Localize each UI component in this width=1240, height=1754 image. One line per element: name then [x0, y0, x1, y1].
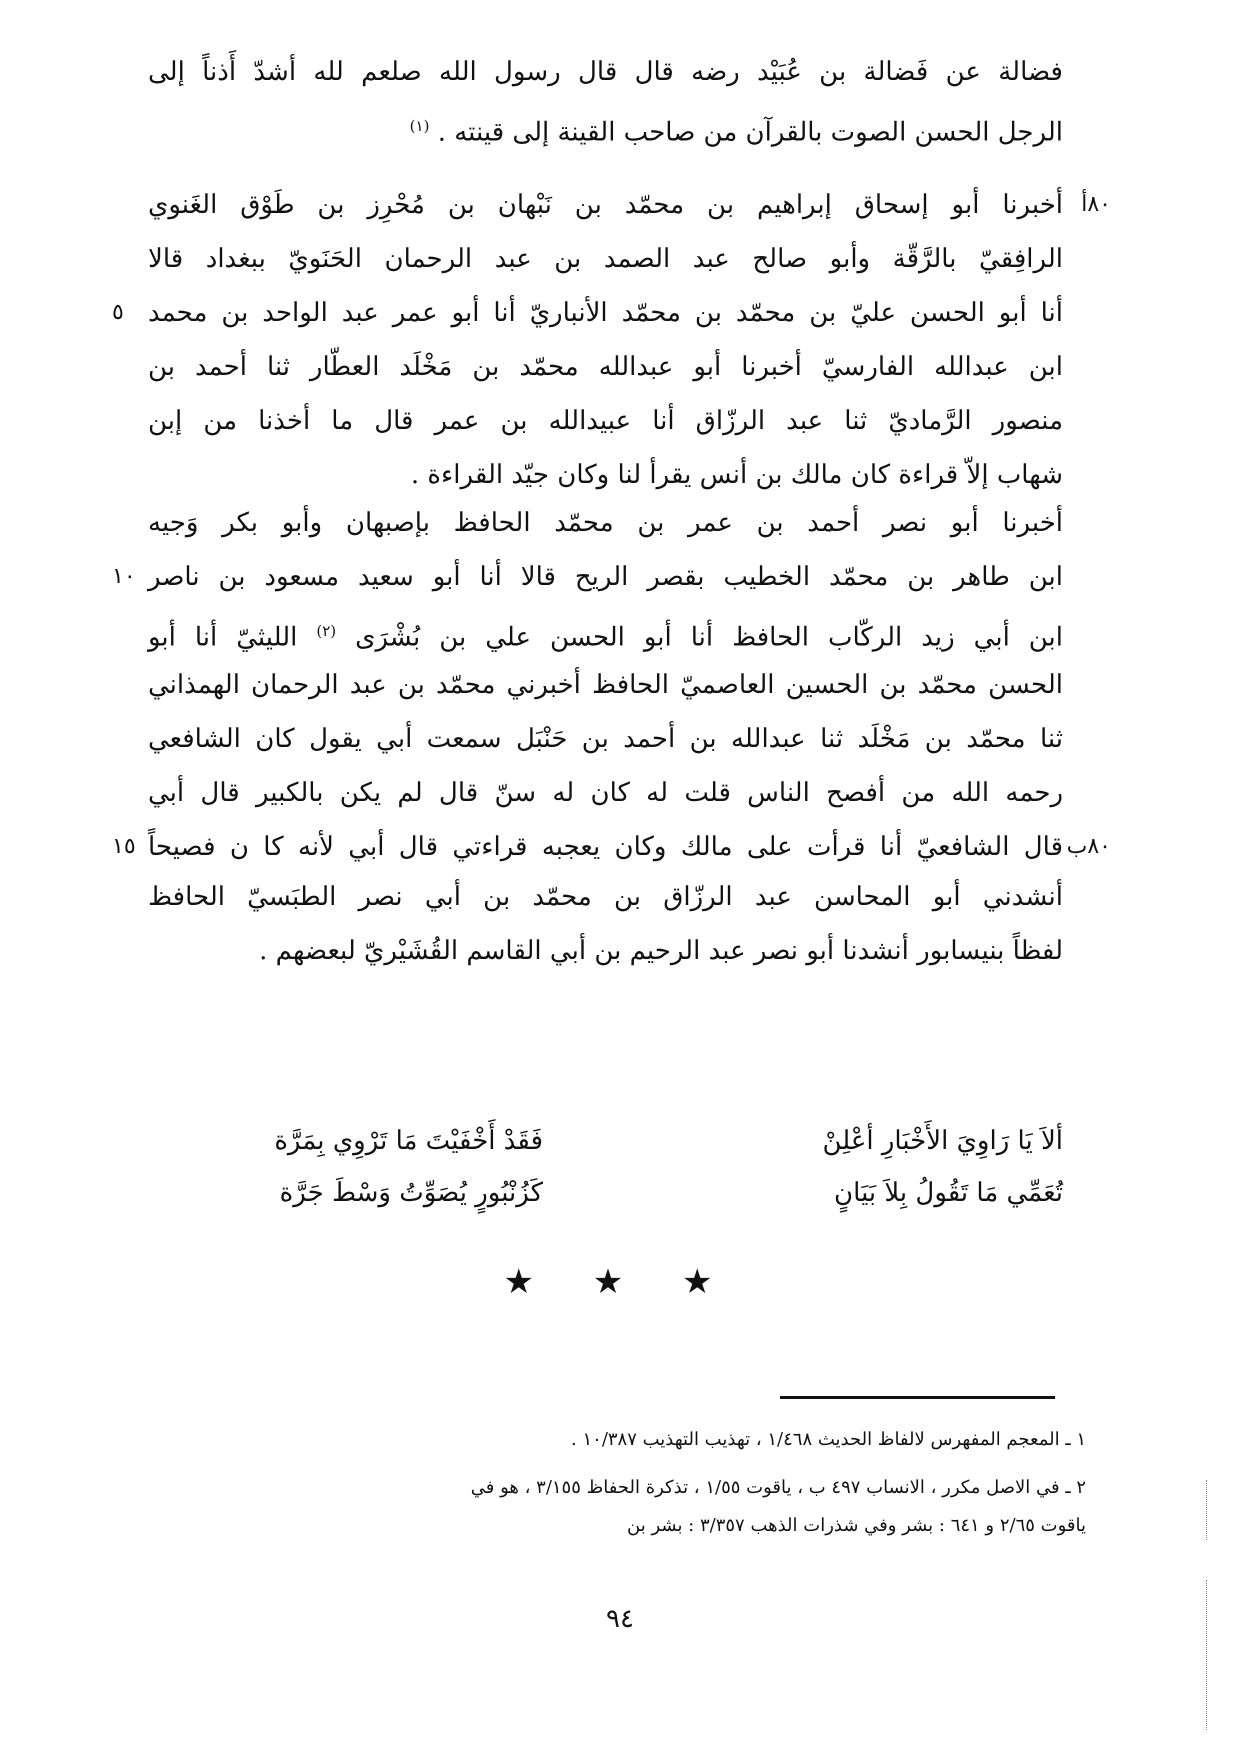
text-line: منصور الرَّماديّ ثنا عبد الرزّاق أنا عبيدالله بن عمر قال ما أخذنا من إبن [148, 406, 1063, 436]
line-number: ١٥ [112, 834, 136, 859]
paragraph-4 [148, 870, 1063, 978]
text-line: ابن أبي زيد الركّاب الحافظ أنا أبو الحسن علي بن بُشْرَى $^{(٢)}$ الليثيّ أنا أبو [148, 622, 1064, 653]
text-line: ٨٠ب ١٥ قال الشافعيّ أنا قرأت على مالك وكان يعجبه قراءتي قال أبي لأنه كا ن فصيحاً [148, 820, 1063, 874]
folio-marker: ٨٠ب [1066, 834, 1111, 859]
text-line: ٨٠أ أخبرنا أبو إسحاق إبراهيم بن محمّد بن نَبْهان بن مُحْرِز بن طَوْق الغَنوي [148, 178, 1063, 232]
text-line: لفظاً بنيسابور أنشدنا أبو نصر عبد الرحيم بن أبي القاسم القُشَيْريّ لبعضهم . [259, 936, 1063, 966]
text-line: ٥ أنا أبو الحسن عليّ بن محمّد بن محمّد الأنباريّ أنا أبو عمر عبد الواحد بن محمد [148, 286, 1063, 340]
text-line: ثنا محمّد بن مَخْلَد ثنا عبدالله بن أحمد بن حَنْبَل سمعت أبي يقول كان الشافعي [148, 724, 1063, 754]
footnote-ref-2[interactable]: (٢) [316, 622, 337, 640]
scan-edge-mark [1206, 1580, 1207, 1730]
hemistich-second: كَزُنْبُورٍ يُصَوِّتُ وَسْطَ جَرَّة [279, 1178, 543, 1208]
line-number: ٥ [112, 300, 124, 325]
footnote-2-continued: ياقوت ٢/٦٥ و ٦٤١ : بشر وفي شذرات الذهب ٣/٣٥٧ : بشر بن [627, 1515, 1086, 1536]
footnote-1: ١ ـ المعجم المفهرس لالفاظ الحديث ١/٤٦٨ ، تهذيب التهذيب ١٠/٣٨٧ . [571, 1429, 1086, 1450]
text-line: أخبرنا أبو نصر أحمد بن عمر بن محمّد الحافظ بإصبهان وأبو بكر وَجيه [148, 508, 1063, 538]
text-line: رحمه الله من أفصح الناس قلت له كان له سنّ قال لم يكن بالكبير قال أبي [148, 778, 1063, 808]
text-line: الرجل الحسن الصوت بالقرآن من صاحب القينة إلى قينته . $^{(١)}$ [409, 117, 1063, 148]
text-line: الرافِقيّ بالرَّقّة وأبو صالح عبد الصمد بن عبد الرحمان الحَنَويّ ببغداد قالا [148, 244, 1063, 274]
poem [148, 1115, 1063, 1219]
scan-edge-mark [1206, 1480, 1207, 1540]
verse-line [148, 1115, 1063, 1167]
text-line: ١٠ ابن طاهر بن محمّد الخطيب بقصر الريح قالا أنا أبو سعيد مسعود بن ناصر [148, 550, 1063, 604]
section-separator-stars: ★ ★ ★ [503, 1262, 737, 1302]
page-number: ٩٤ [606, 1604, 634, 1634]
paragraph-2 [112, 178, 1111, 502]
paragraph-1 [148, 45, 1063, 153]
paragraph-3 [112, 496, 1111, 874]
hemistich-first: تُعَمِّي مَا تَقُولُ بِلاَ بَيَانٍ [834, 1178, 1063, 1208]
text-line: شهاب إلاّ قراءة كان مالك بن أنس يقرأ لنا وكان جيّد القراءة . [410, 460, 1063, 490]
footnote-ref-1[interactable]: (١) [409, 117, 430, 135]
text-line: فضالة عن فَضالة بن عُبَيْد رضه قال قال رسول الله صلعم لله أشدّ أَذناً إلى [148, 57, 1063, 87]
hemistich-second: فَقَدْ أَخْفَيْتَ مَا تَرْوِي بِمَرَّة [274, 1126, 543, 1156]
folio-marker: ٨٠أ [1081, 192, 1111, 217]
verse-line [148, 1167, 1063, 1219]
text-line: ابن عبدالله الفارسيّ أخبرنا أبو عبدالله محمّد بن مَخْلَد العطّار ثنا أحمد بن [148, 352, 1063, 382]
line-number: ١٠ [112, 564, 136, 589]
footnote-2: ٢ ـ في الاصل مكرر ، الانساب ٤٩٧ ب ، ياقوت ١/٥٥ ، تذكرة الحفاظ ٣/١٥٥ ، هو في [470, 1477, 1086, 1498]
text-line: أنشدني أبو المحاسن عبد الرزّاق بن محمّد بن أبي نصر الطبَسيّ الحافظ [148, 882, 1063, 912]
footnote-rule [780, 1396, 1055, 1399]
text-line: الحسن محمّد بن الحسين العاصميّ الحافظ أخبرني محمّد بن عبد الرحمان الهمذاني [148, 670, 1063, 700]
hemistich-first: ألاَ يَا رَاوِيَ الأَخْبَارِ أعْلِنْ [822, 1126, 1063, 1156]
